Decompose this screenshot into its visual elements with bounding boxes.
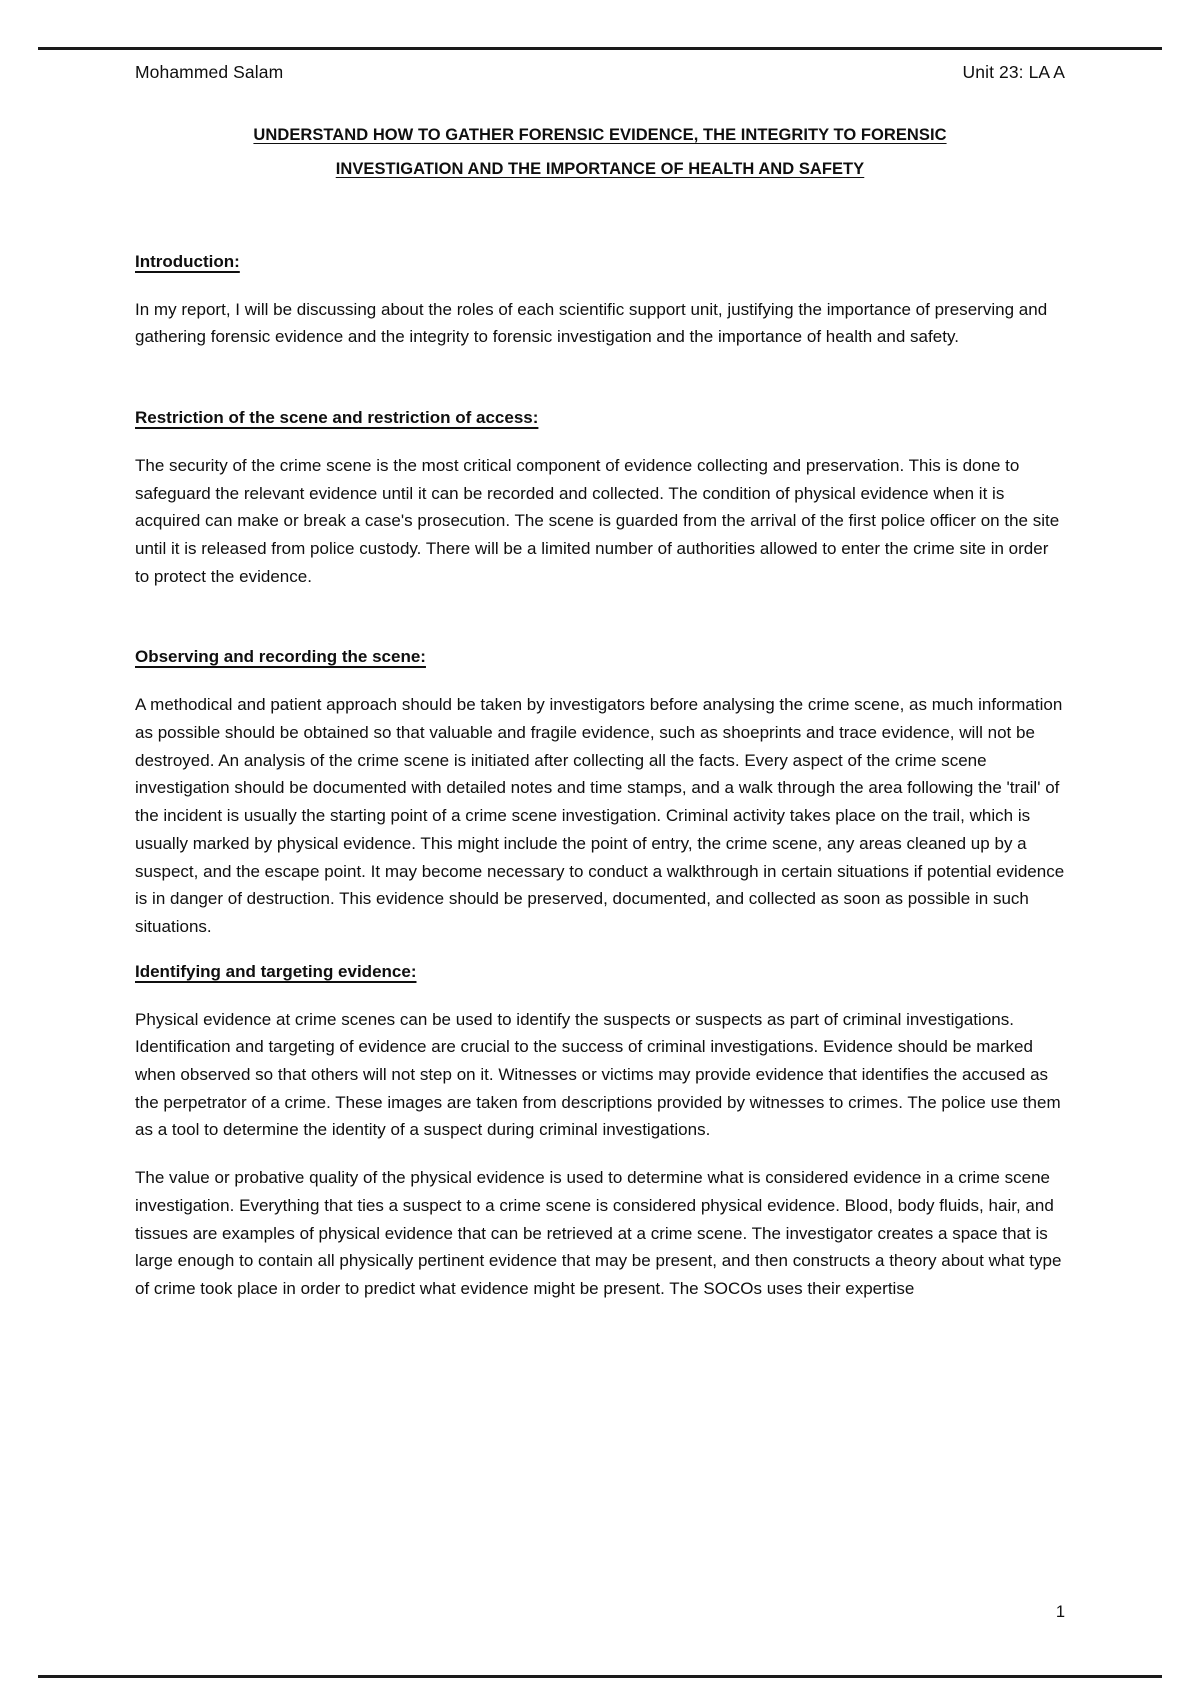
- header-unit-label: Unit 23: LA A: [962, 62, 1065, 82]
- section-heading-observing-text: Observing and recording the scene:: [135, 647, 426, 667]
- section-heading-observing: [135, 646, 1065, 669]
- paragraph-identifying-2: The value or probative quality of the physical evidence is used to determine what is considered evidence in a crime scene investigation. Everything that ties a suspect to a crime scene is considered physical evidence. Blood, body fluids, hair, and tissues are examples of physical evidence that can be retrieved at a crime scene. The investigator creates a space that is large enough to contain all physically pertinent evidence that may be present, and then constructs a theory about what type of crime took place in order to predict what evidence might be present. The SOCOs uses their expertise: [135, 1168, 1062, 1298]
- paragraph-identifying-1: Physical evidence at crime scenes can be used to identify the suspects or suspects as part of criminal investigations. Identification and targeting of evidence are crucial to the success of criminal investigations. Evidence should be marked when observed so that others will not step on it. Witnesses or victims may provide evidence that identifies the accused as the perpetrator of a crime. These images are taken from descriptions provided by witnesses to crimes. The police use them as a tool to determine the identity of a suspect during criminal investigations.: [135, 1009, 1061, 1140]
- section-heading-restriction-text: Restriction of the scene and restriction of access:: [135, 407, 539, 427]
- bottom-divider-rule: [38, 1675, 1162, 1678]
- document-title-line-1: UNDERSTAND HOW TO GATHER FORENSIC EVIDENCE, THE INTEGRITY TO FORENSIC: [253, 126, 947, 144]
- paragraph-observing: A methodical and patient approach should be taken by investigators before analysing the crime scene, as much information as possible should be obtained so that valuable and fragile evidence, such as shoeprints and trace evidence, will not be destroyed. An analysis of the crime scene is initiated after collecting all the facts. Every aspect of the crime scene investigation should be documented with detailed notes and time stamps, and a walk through the area following the 'trail' of the incident is usually the starting point of a crime scene investigation. Criminal activity takes place on the trail, which is usually marked by physical evidence. This might include the point of entry, the crime scene, any areas cleaned up by a suspect, and the escape point. It may become necessary to conduct a walkthrough in certain situations if potential evidence is in danger of destruction. This evidence should be preserved, documented, and collected as soon as possible in such situations.: [135, 695, 1065, 936]
- section-heading-identifying-text: Identifying and targeting evidence:: [135, 961, 417, 981]
- paragraph-restriction: The security of the crime scene is the most critical component of evidence collecting and preservation. This is done to safeguard the relevant evidence until it can be recorded and collected. The condition of physical evidence when it is acquired can make or break a case's prosecution. The scene is guarded from the arrival of the first police officer on the site until it is released from police custody. There will be a limited number of authorities allowed to enter the crime site in order to protect the evidence.: [135, 455, 1060, 586]
- section-heading-identifying: [135, 961, 1065, 984]
- document-title-line-2: INVESTIGATION AND THE IMPORTANCE OF HEALTH AND SAFETY: [335, 159, 865, 178]
- header-author-name: Mohammed Salam: [135, 62, 284, 82]
- section-heading-introduction: [135, 251, 1065, 274]
- running-header: [135, 62, 1065, 83]
- top-divider-rule: [38, 47, 1162, 50]
- document-content: [135, 62, 1065, 1303]
- section-heading-restriction: [135, 407, 1065, 430]
- document-title: [163, 119, 1037, 187]
- page-number: 1: [1055, 1603, 1065, 1621]
- section-heading-introduction-text: Introduction:: [135, 251, 240, 271]
- paragraph-introduction: In my report, I will be discussing about the roles of each scientific support unit, justifying the importance of preserving and gathering forensic evidence and the integrity to forensic investigation and the importance of health and safety.: [135, 299, 1048, 347]
